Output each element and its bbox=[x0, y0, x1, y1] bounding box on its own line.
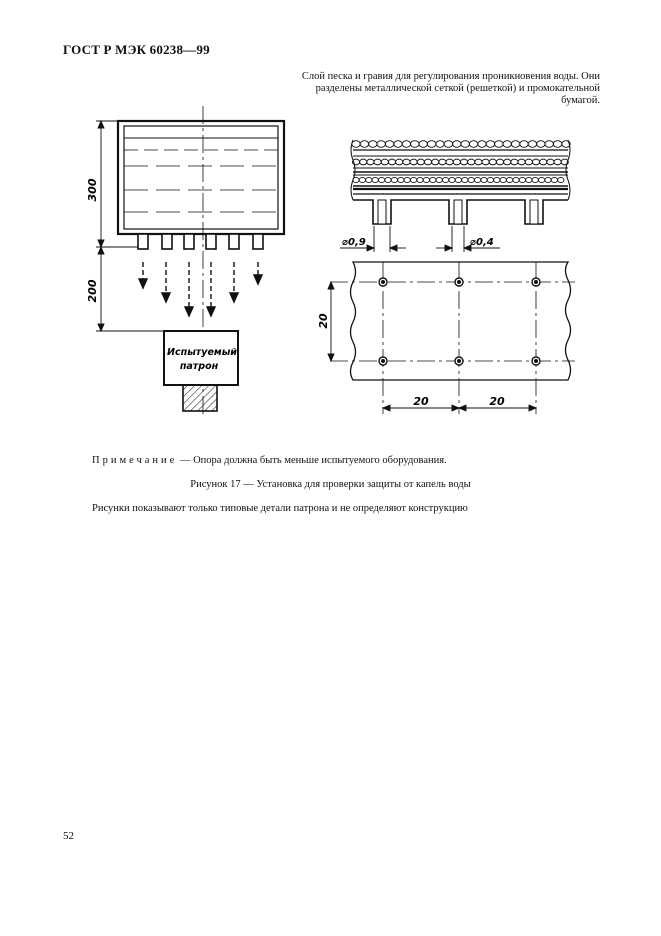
gravel-grain bbox=[519, 177, 525, 182]
dim-20-right-label: 20 bbox=[489, 395, 505, 408]
gravel-grain bbox=[538, 177, 544, 182]
gravel-grain bbox=[468, 159, 475, 165]
gravel-grain bbox=[391, 177, 397, 182]
gravel-grain bbox=[558, 177, 564, 182]
gravel-grain bbox=[423, 177, 429, 182]
gravel-grain bbox=[547, 159, 554, 165]
gravel-grain bbox=[388, 159, 395, 165]
gravel-grain bbox=[430, 177, 436, 182]
gravel-grain bbox=[462, 177, 468, 182]
remark-text: Рисунки показывают только типовые детали патрона и не определяют конструкцию bbox=[92, 503, 468, 514]
page-number: 52 bbox=[63, 830, 74, 842]
drip-holes bbox=[379, 278, 540, 365]
gravel-grain bbox=[482, 159, 489, 165]
gravel-grain bbox=[372, 177, 378, 182]
note-line bbox=[92, 455, 447, 466]
gravel-grain bbox=[518, 159, 525, 165]
gravel-grain bbox=[436, 177, 442, 182]
gravel-grain bbox=[487, 177, 493, 182]
dimension-lines-left bbox=[96, 121, 164, 331]
gravel-grain bbox=[436, 141, 444, 148]
tested-cartridge bbox=[164, 331, 238, 411]
gravel-grain bbox=[469, 141, 477, 148]
gravel-grain bbox=[468, 177, 474, 182]
gravel-grain bbox=[352, 141, 360, 148]
gravel-grain bbox=[532, 177, 538, 182]
gravel-grain bbox=[360, 141, 368, 148]
gravel-grain bbox=[446, 159, 453, 165]
gravel-grain bbox=[554, 159, 561, 165]
gravel-grain bbox=[427, 141, 435, 148]
gravel-grain bbox=[513, 177, 519, 182]
drip-test-figure bbox=[0, 0, 661, 440]
gravel-grain bbox=[551, 177, 557, 182]
gravel-grain bbox=[540, 159, 547, 165]
gravel-grain bbox=[500, 177, 506, 182]
gravel-grain bbox=[366, 177, 372, 182]
gravel-grain bbox=[545, 141, 553, 148]
gravel-grain bbox=[374, 159, 381, 165]
gravel-grain bbox=[396, 159, 403, 165]
drip-nozzles bbox=[138, 234, 263, 249]
gravel-grain bbox=[496, 159, 503, 165]
gravel-grain bbox=[444, 141, 452, 148]
gravel-grain bbox=[432, 159, 439, 165]
layer-section bbox=[351, 140, 570, 226]
gravel-grain bbox=[532, 159, 539, 165]
gravel-grain bbox=[417, 159, 424, 165]
gravel-grain bbox=[475, 159, 482, 165]
gravel-grain bbox=[495, 141, 503, 148]
gravel-grain bbox=[553, 141, 561, 148]
layer-caption: Слой песка и гравия для регулирования проникновения воды. Они разделены металлической сеткой (решеткой) и промокательной бумагой. bbox=[301, 71, 600, 106]
gravel-grain bbox=[385, 177, 391, 182]
dim-20-left-label: 20 bbox=[413, 395, 429, 408]
gravel-grain bbox=[481, 177, 487, 182]
dim-20-vertical-label: 20 bbox=[317, 313, 330, 329]
gravel-grain bbox=[489, 159, 496, 165]
gravel-grain bbox=[449, 177, 455, 182]
gravel-grain bbox=[439, 159, 446, 165]
cartridge-label-line2: патрон bbox=[179, 361, 219, 372]
gravel-grain bbox=[486, 141, 494, 148]
gravel-grain bbox=[494, 177, 500, 182]
water-tank bbox=[118, 121, 284, 234]
gravel-grain bbox=[520, 141, 528, 148]
figure-title: Рисунок 17 — Установка для проверки защиты от капель воды bbox=[190, 479, 471, 490]
gravel-grain bbox=[369, 141, 377, 148]
gravel-grain bbox=[410, 177, 416, 182]
gravel-grain bbox=[419, 141, 427, 148]
gravel-grain bbox=[367, 159, 374, 165]
cartridge-base bbox=[183, 385, 217, 411]
gravel-grain bbox=[478, 141, 486, 148]
gravel-grain bbox=[453, 141, 461, 148]
gravel-grain bbox=[525, 159, 532, 165]
dim-300-label: 300 bbox=[86, 178, 99, 202]
gravel-grain bbox=[506, 177, 512, 182]
gravel-grain bbox=[474, 177, 480, 182]
gravel-grain bbox=[537, 141, 545, 148]
gravel-grain bbox=[385, 141, 393, 148]
gravel-grain bbox=[511, 159, 518, 165]
grid-dimensions bbox=[328, 282, 536, 411]
gravel-grain bbox=[360, 159, 367, 165]
gravel-grain bbox=[504, 159, 511, 165]
gravel-grain bbox=[528, 141, 536, 148]
gravel-grain bbox=[381, 159, 388, 165]
document-header: ГОСТ Р МЭК 60238—99 bbox=[63, 42, 210, 57]
gravel-grain bbox=[411, 141, 419, 148]
gravel-grain bbox=[404, 177, 410, 182]
gravel-grain bbox=[503, 141, 511, 148]
gravel-grain bbox=[526, 177, 532, 182]
gravel-grain bbox=[455, 177, 461, 182]
gravel-grain bbox=[378, 177, 384, 182]
gravel-grain bbox=[394, 141, 402, 148]
gravel-grain bbox=[460, 159, 467, 165]
gravel-grain bbox=[461, 141, 469, 148]
gravel-grain bbox=[511, 141, 519, 148]
cartridge-label-line1: Испытуемый bbox=[167, 347, 237, 358]
gravel-grain bbox=[359, 177, 365, 182]
gravel-grain bbox=[453, 159, 460, 165]
note-label: Примечание bbox=[92, 455, 178, 466]
dia-right-label: ⌀0,4 bbox=[470, 237, 494, 248]
gravel-grain bbox=[377, 141, 385, 148]
gravel-grain bbox=[545, 177, 551, 182]
gravel-grain bbox=[424, 159, 431, 165]
gravel-grain bbox=[442, 177, 448, 182]
gravel-grain bbox=[398, 177, 404, 182]
dia-left-label: ⌀0,9 bbox=[342, 237, 366, 248]
dim-200-label: 200 bbox=[86, 279, 99, 303]
note-text: — Опора должна быть меньше испытуемого оборудования. bbox=[177, 455, 447, 466]
gravel-grain bbox=[417, 177, 423, 182]
gravel-grain bbox=[402, 141, 410, 148]
water-drops bbox=[139, 262, 262, 316]
gravel-grain bbox=[403, 159, 410, 165]
gravel-grain bbox=[410, 159, 417, 165]
